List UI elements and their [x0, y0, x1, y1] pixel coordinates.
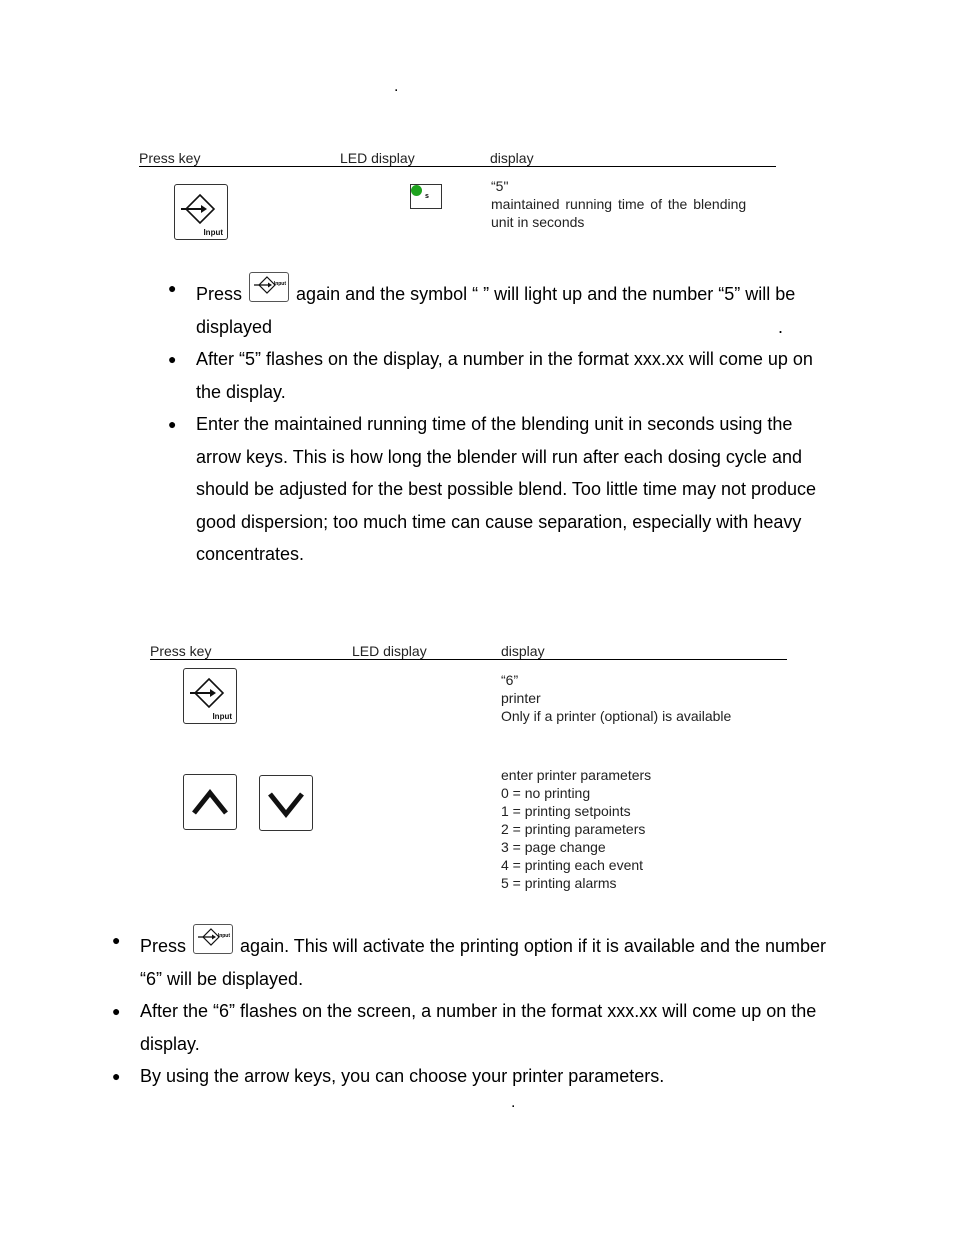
list-item: ● Press Input again and the symbol “ ” will light up and the number “5” will be — [196, 272, 876, 311]
led-symbol-label: s — [425, 193, 429, 200]
input-key-icon — [183, 668, 237, 724]
list-item-continuation: should be adjusted for the best possible blend. Too little time may not produce — [196, 479, 817, 499]
list-item-continuation: concentrates. — [196, 544, 305, 564]
table2-header-rule — [150, 659, 787, 660]
table1-header-press-key: Press key — [139, 150, 201, 166]
list-item: ● Enter the maintained running time of the blending unit in seconds using the — [196, 408, 876, 441]
led-indicator-icon — [410, 184, 442, 209]
table1-display-line-2: maintained running time of the blending — [491, 196, 747, 212]
arrow-down-key-icon — [259, 775, 313, 831]
table1-header-display: display — [490, 150, 534, 166]
table2-display-block2: enter printer parameters 0 = no printing 1 = printing setpoints 2 = printing parameters 3 = page change 4 = printing each event 5 = printing alarms — [501, 767, 652, 891]
bullet-dot: ● — [168, 351, 177, 367]
list-item-continuation: displayed . — [196, 316, 784, 337]
list-item: ● Press Input again. This will activate the printing option if it is available and the number — [140, 924, 900, 963]
table1-display-line-3: unit in seconds — [491, 214, 585, 230]
input-key-icon: Input — [193, 924, 233, 954]
table1-display-line-1: “5" — [491, 178, 509, 194]
bullet-dot: ● — [112, 1003, 121, 1019]
led-green-light — [411, 185, 422, 196]
table2-display-block1: “6” printer Only if a printer (optional) is available — [501, 672, 732, 724]
list-item: ● After “5” flashes on the display, a number in the format xxx.xx will come up on — [196, 343, 876, 376]
table1-header-rule — [139, 166, 776, 167]
table2-header-press-key: Press key — [150, 643, 212, 659]
input-key-label: Input — [212, 712, 232, 721]
table2-header-led-display: LED display — [352, 643, 427, 659]
list-item-continuation: “6” will be displayed. — [140, 968, 304, 989]
bullet-dot: ● — [112, 932, 121, 948]
list-item-continuation: arrow keys. This is how long the blender will run after each dosing cycle and — [196, 446, 802, 467]
list-item-continuation: good dispersion; too much time can cause separation, especially with heavy — [196, 511, 802, 532]
input-key-icon — [174, 184, 228, 240]
bullet-list-2 — [112, 924, 900, 1093]
input-key-label: Input — [203, 228, 223, 237]
list-item: ● By using the arrow keys, you can choose your printer parameters. — [140, 1060, 900, 1093]
input-key-icon: Input — [249, 272, 289, 302]
bullet-dot: ● — [168, 416, 177, 432]
list-item-continuation: the display. — [196, 381, 286, 402]
table2-header-display: display — [501, 643, 545, 659]
bullet-dot: ● — [168, 280, 177, 296]
list-item-continuation: display. — [140, 1033, 200, 1054]
table1-header-led-display: LED display — [340, 150, 415, 166]
bullet-list-1 — [168, 272, 876, 571]
arrow-up-key-icon — [183, 774, 237, 830]
bullet-dot: ● — [112, 1068, 121, 1084]
bottom-period: . — [511, 1094, 516, 1111]
list-item: ● After the “6” flashes on the screen, a number in the format xxx.xx will come up on the — [140, 995, 900, 1028]
top-period: . — [394, 78, 399, 95]
